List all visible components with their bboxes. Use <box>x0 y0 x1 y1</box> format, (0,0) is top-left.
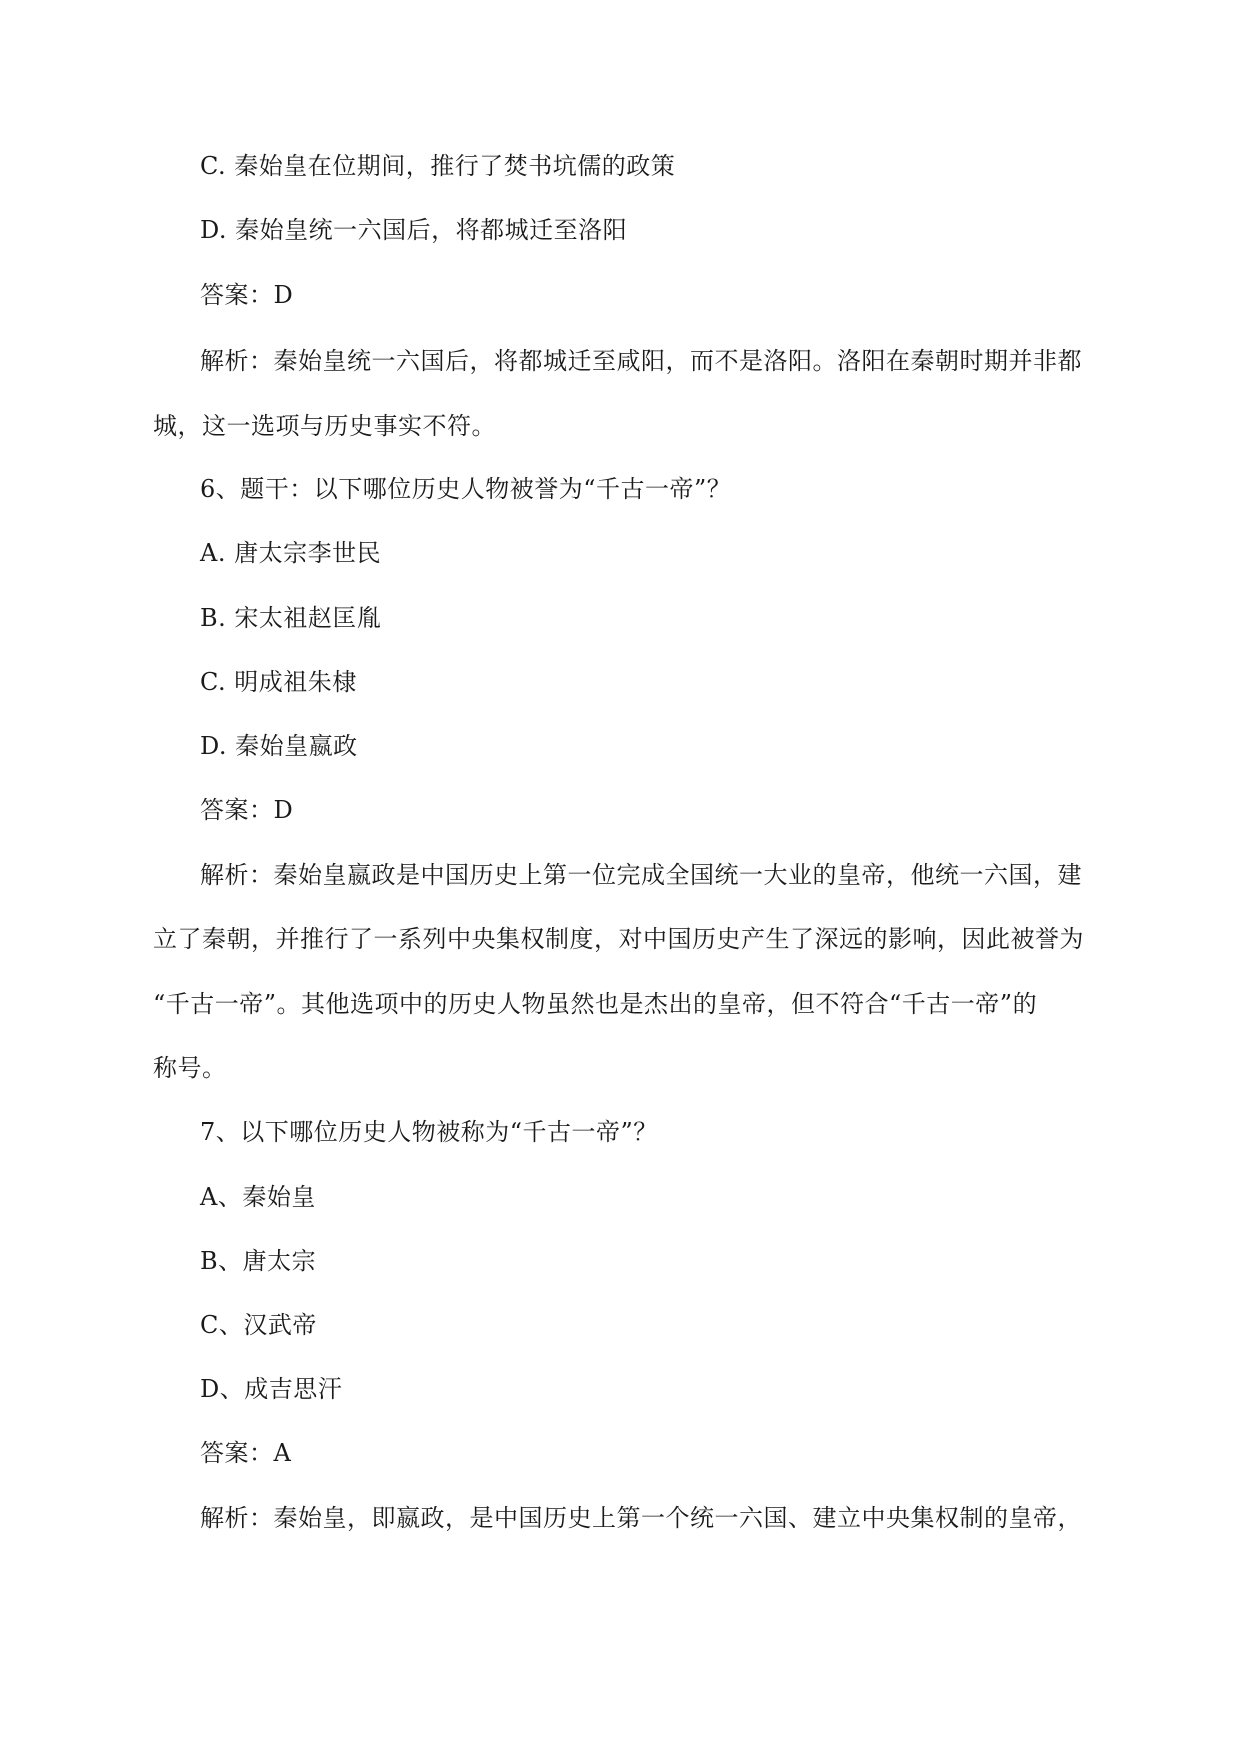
q6-analysis-line-2: 立了秦朝，并推行了一系列中央集权制度，对中国历史产生了深远的影响，因此被誉为 <box>153 925 1084 953</box>
q5-option-c: C. 秦始皇在位期间，推行了焚书坑儒的政策 <box>200 152 676 180</box>
q5-analysis-line-1: 解析：秦始皇统一六国后，将都城迁至咸阳，而不是洛阳。洛阳在秦朝时期并非都 <box>200 347 1082 375</box>
q6-answer: 答案：D <box>200 796 294 824</box>
q6-option-a: A. 唐太宗李世民 <box>200 539 382 567</box>
q5-option-d: D. 秦始皇统一六国后，将都城迁至洛阳 <box>200 216 628 244</box>
q6-option-d: D. 秦始皇嬴政 <box>200 732 358 760</box>
q7-option-a: A、秦始皇 <box>200 1183 316 1211</box>
q7-stem: 7、以下哪位历史人物被称为“千古一帝”？ <box>200 1118 658 1146</box>
q5-answer: 答案：D <box>200 281 294 309</box>
q6-analysis-line-3: “千古一帝”。其他选项中的历史人物虽然也是杰出的皇帝，但不符合“千古一帝”的 <box>153 990 1038 1018</box>
q7-analysis-line-1: 解析：秦始皇，即嬴政，是中国历史上第一个统一六国、建立中央集权制的皇帝， <box>200 1504 1082 1532</box>
q6-option-c: C. 明成祖朱棣 <box>200 668 357 696</box>
q6-analysis-line-1: 解析：秦始皇嬴政是中国历史上第一位完成全国统一大业的皇帝，他统一六国，建 <box>200 861 1082 889</box>
q7-option-b: B、唐太宗 <box>200 1247 317 1275</box>
q7-option-c: C、汉武帝 <box>200 1311 317 1339</box>
q5-analysis-line-2: 城，这一选项与历史事实不符。 <box>153 412 496 440</box>
q7-answer: 答案：A <box>200 1439 292 1467</box>
q6-analysis-line-4: 称号。 <box>153 1054 227 1082</box>
q6-option-b: B. 宋太祖赵匡胤 <box>200 604 382 632</box>
q6-stem: 6、题干：以下哪位历史人物被誉为“千古一帝”？ <box>200 475 732 503</box>
q7-option-d: D、成吉思汗 <box>200 1375 343 1403</box>
